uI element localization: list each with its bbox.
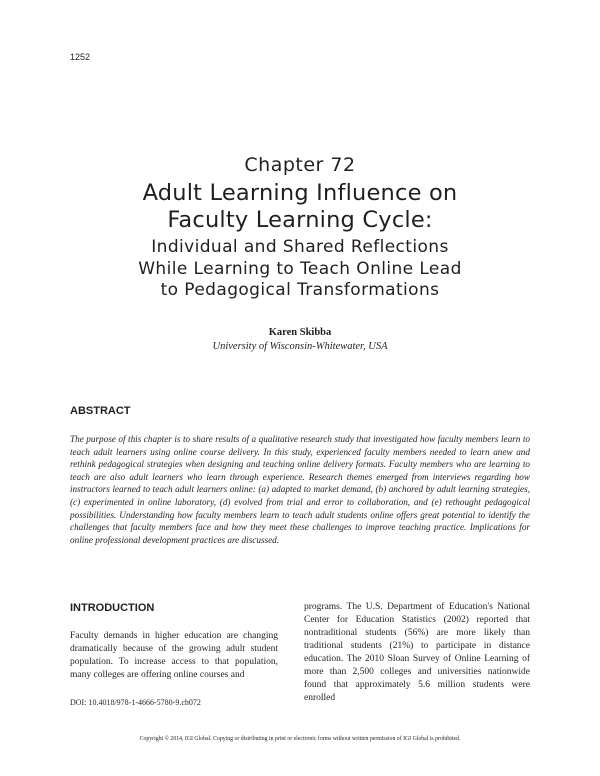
abstract-heading: ABSTRACT xyxy=(70,405,131,417)
subtitle-line: Individual and Shared Reflections xyxy=(151,237,449,257)
title-line: Adult Learning Influence on xyxy=(142,180,458,206)
introduction-right-column: programs. The U.S. Department of Education's National Center for Education Statistics (2002) reported that nontraditional students (56%) are more likely than traditional students (21%) to participate in distance education. The 2010 Sloan Survey of Online Learning of more than 2,500 colleges and universities nationwide found that approximately 5.6 million students were enrolled xyxy=(304,602,530,703)
subtitle-line: While Learning to Teach Online Lead xyxy=(138,258,462,279)
subtitle-line: to Pedagogical Transformations xyxy=(160,280,440,300)
title-line: Faculty Learning Cycle: xyxy=(167,207,433,233)
author-affiliation: University of Wisconsin-Whitewater, USA xyxy=(212,341,388,352)
chapter-title xyxy=(40,180,560,234)
page-number: 1252 xyxy=(70,52,91,62)
introduction-left-column: Faculty demands in higher education are changing dramatically because of the growing adult student population. To increase access to that population, many colleges are offering online courses and xyxy=(70,631,278,680)
chapter-subtitle xyxy=(40,237,560,302)
introduction-heading: INTRODUCTION xyxy=(70,602,155,614)
copyright-footer: Copyright © 2014, IGI Global. Copying or distributing in print or electronic forms without written permission of IGI Global is prohibited. xyxy=(139,736,461,742)
abstract-body: The purpose of this chapter is to share results of a qualitative research study that investigated how faculty members learn to teach adult learners using online course delivery. In this study, experienced faculty members needed to learn anew and rethink pedagogical strategies when designing and teaching online delivery formats. Faculty members who are learning to teach are also adult learners who learn through experience. Research themes emerged from interviews regarding how instructors learned to teach adult learners online: (a) adapted to market demand, (b) anchored by adult learning strategies, (c) experimented in online laboratory, (d) evolved from trial and error to collaboration, and (e) rethought pedagogical possibilities. Understanding how faculty members learn to teach adult students online offers great potential to identify the challenges that faculty members face and how they meet these challenges to improve teaching practice. Implications for online professional development practices are discussed. xyxy=(70,434,530,545)
doi: DOI: 10.4018/978-1-4666-5780-9.ch072 xyxy=(70,698,201,707)
author-name: Karen Skibba xyxy=(268,327,332,338)
chapter-label: Chapter 72 xyxy=(244,154,356,176)
